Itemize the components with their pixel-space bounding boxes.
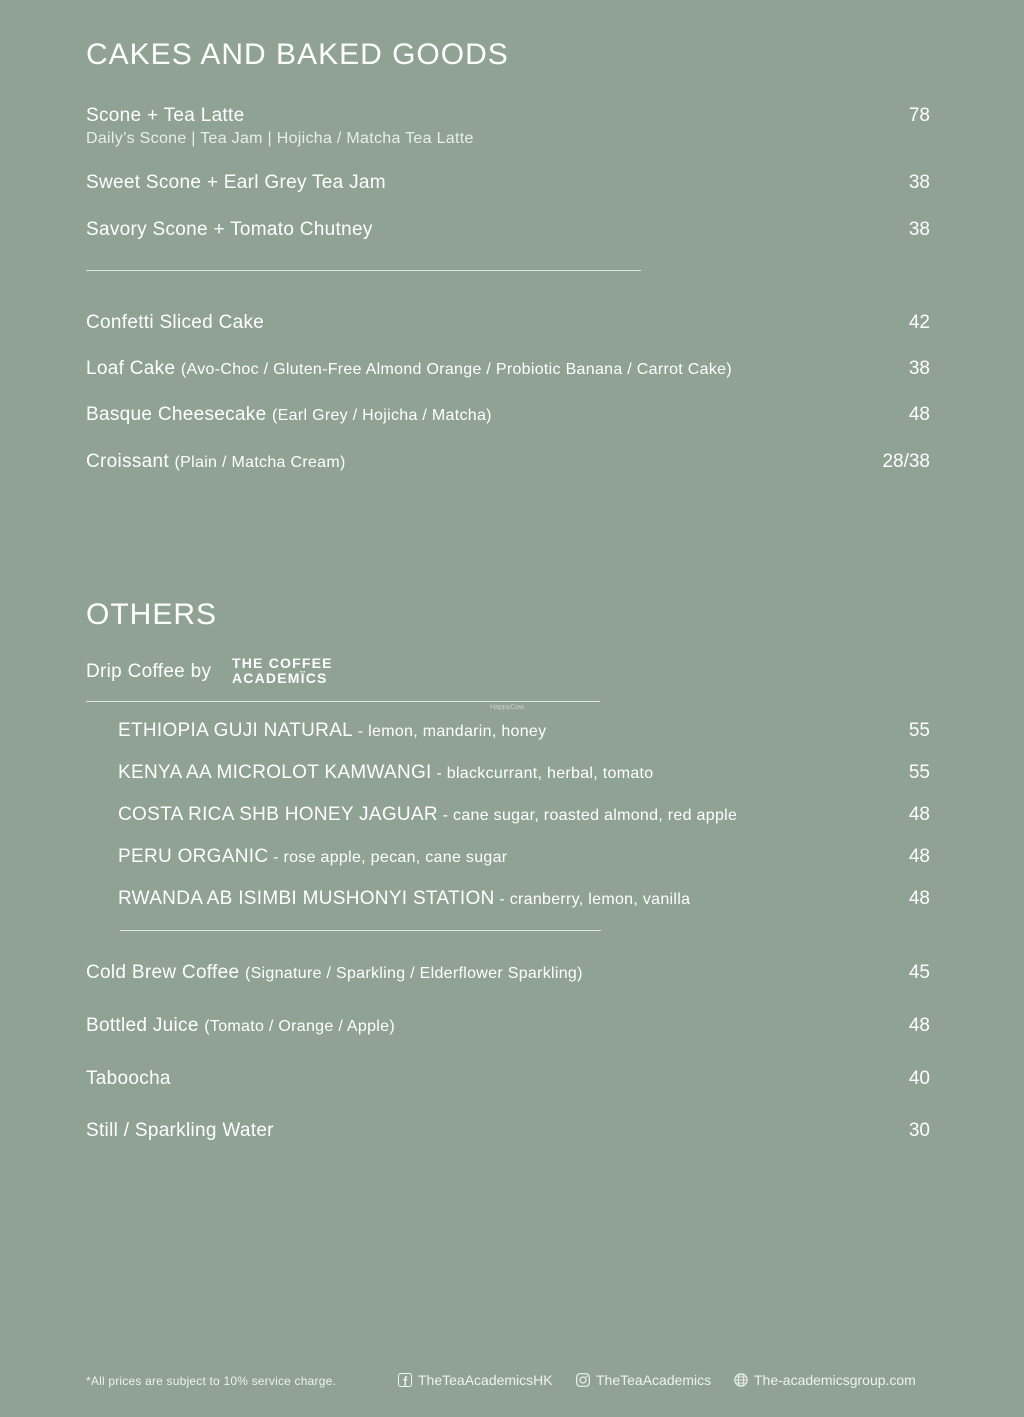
menu-item-name: Scone + Tea Latte (86, 105, 245, 126)
coffee-origin: COSTA RICA SHB HONEY JAGUAR (118, 804, 438, 825)
menu-item-price: 38 (908, 219, 930, 240)
coffee-item (118, 804, 737, 826)
menu-item-name: Still / Sparkling Water (86, 1120, 274, 1141)
tasting-notes: - lemon, mandarin, honey (353, 723, 547, 740)
menu-item (86, 1015, 395, 1037)
coffee-origin: RWANDA AB ISIMBI MUSHONYI STATION (118, 888, 495, 909)
menu-item (86, 358, 732, 380)
menu-item-options: (Plain / Matcha Cream) (174, 454, 346, 471)
menu-item (86, 451, 346, 473)
facebook-link[interactable] (398, 1372, 553, 1388)
section-title-cakes: CAKES AND BAKED GOODS (86, 38, 509, 71)
globe-icon (734, 1373, 748, 1387)
menu-item-name: Loaf Cake (86, 358, 176, 379)
menu-item-price: 38 (908, 358, 930, 379)
tasting-notes: - cane sugar, roasted almond, red apple (437, 807, 738, 824)
menu-item-price: 78 (908, 105, 930, 126)
coffee-origin: ETHIOPIA GUJI NATURAL (118, 720, 354, 741)
coffee-price: 48 (908, 804, 930, 825)
menu-item (86, 404, 492, 426)
menu-item-name: Savory Scone + Tomato Chutney (86, 219, 373, 240)
coffee-item (118, 846, 507, 868)
section-title-others: OTHERS (86, 598, 218, 631)
menu-item-options: (Avo-Choc / Gluten-Free Almond Orange / Probiotic Banana / Carrot Cake) (180, 361, 732, 378)
menu-item-name: Taboocha (86, 1068, 171, 1089)
divider (120, 930, 601, 931)
tasting-notes: - rose apple, pecan, cane sugar (268, 849, 508, 866)
menu-item-name: Basque Cheesecake (86, 404, 267, 425)
menu-item-name: Bottled Juice (86, 1015, 199, 1036)
website-link[interactable] (734, 1372, 916, 1388)
tasting-notes: - blackcurrant, herbal, tomato (431, 765, 654, 782)
watermark: HappyCow (490, 704, 525, 711)
coffee-origin: PERU ORGANIC (118, 846, 269, 867)
menu-item-price: 48 (908, 1015, 930, 1036)
instagram-handle: TheTeaAcademics (596, 1372, 712, 1388)
menu-item-options: (Earl Grey / Hojicha / Matcha) (272, 407, 492, 424)
instagram-icon (576, 1373, 590, 1387)
menu-item-options: (Tomato / Orange / Apple) (204, 1018, 395, 1035)
menu-item-price: 28/38 (882, 451, 930, 472)
menu-item-description: Daily’s Scone | Tea Jam | Hojicha / Matcha Tea Latte (86, 130, 474, 147)
coffee-price: 48 (908, 846, 930, 867)
menu-item-name: Sweet Scone + Earl Grey Tea Jam (86, 172, 386, 193)
service-charge-note: *All prices are subject to 10% service charge. (86, 1374, 336, 1388)
coffee-price: 55 (908, 720, 930, 741)
menu-item-name: Croissant (86, 451, 169, 472)
menu-item-price: 42 (908, 312, 930, 333)
drip-coffee-label: Drip Coffee by (86, 661, 212, 682)
coffee-origin: KENYA AA MICROLOT KAMWANGI (118, 762, 432, 783)
menu-item-name: Confetti Sliced Cake (86, 312, 265, 333)
menu-item-options: (Signature / Sparkling / Elderflower Sparkling) (244, 965, 583, 982)
menu-item (86, 962, 583, 984)
coffee-price: 48 (908, 888, 930, 909)
menu-item-price: 45 (908, 962, 930, 983)
coffee-item (118, 762, 653, 784)
coffee-item (118, 720, 546, 742)
divider (86, 701, 600, 702)
menu-item-price: 30 (908, 1120, 930, 1141)
logo-line-1: THE COFFEE (232, 655, 333, 671)
menu-item-price: 38 (908, 172, 930, 193)
instagram-link[interactable] (576, 1372, 711, 1388)
menu-item-price: 48 (908, 404, 930, 425)
facebook-icon (398, 1373, 412, 1387)
coffee-academics-logo (232, 656, 333, 686)
menu-item-price: 40 (908, 1068, 930, 1089)
divider (86, 270, 641, 271)
website-url: The-academicsgroup.com (754, 1372, 916, 1388)
menu-item-name: Cold Brew Coffee (86, 962, 240, 983)
logo-line-2: ACADEMÏCS (232, 670, 328, 686)
coffee-price: 55 (908, 762, 930, 783)
tasting-notes: - cranberry, lemon, vanilla (494, 891, 691, 908)
facebook-handle: TheTeaAcademicsHK (418, 1372, 553, 1388)
coffee-item (118, 888, 690, 910)
